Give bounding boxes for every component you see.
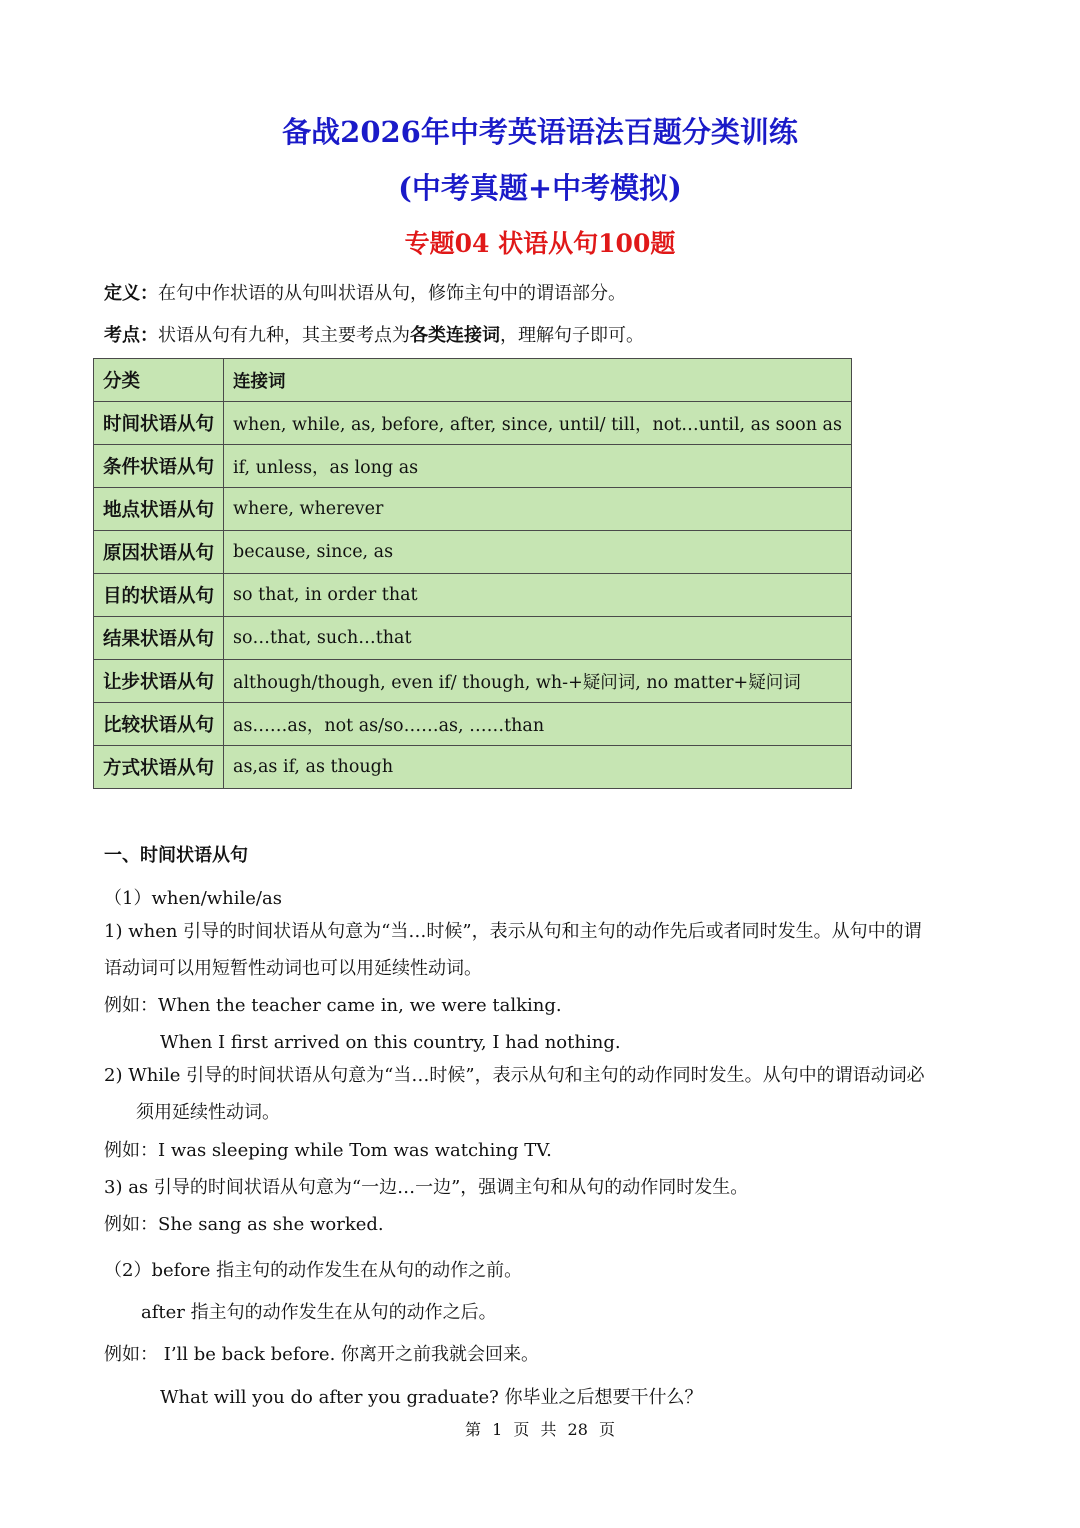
table-cell-connectors: where, wherever <box>224 488 852 531</box>
keypoint-label: 考点： <box>104 325 158 346</box>
table-cell-category: 条件状语从句 <box>94 445 224 488</box>
table-cell-category: 地点状语从句 <box>94 488 224 531</box>
definition-label: 定义： <box>104 283 158 304</box>
table-row <box>94 445 852 488</box>
table-header-connectors: 连接词 <box>224 359 852 402</box>
table-row <box>94 531 852 574</box>
table-header-category: 分类 <box>94 359 224 402</box>
keypoint-emphasis: 各类连接词 <box>410 325 500 346</box>
example-label: 例如： <box>104 1344 158 1365</box>
topic-subtitle: 专题04 状语从句100题 <box>404 229 676 258</box>
document-title: 备战2026年中考英语语法百题分类训练 <box>282 115 798 149</box>
table-cell-category: 原因状语从句 <box>94 531 224 574</box>
table-cell-connectors: although/though, even if/ though, wh-+疑问词, no matter+疑问词 <box>224 660 852 703</box>
example-label: 例如： <box>104 1140 158 1161</box>
example-as <box>104 1212 384 1238</box>
table-row <box>94 402 852 445</box>
table-row <box>94 660 852 703</box>
example-when-b: When I first arrived on this country, I had nothing. <box>160 1032 621 1053</box>
keypoint-text-before: 状语从句有九种，其主要考点为 <box>158 325 410 346</box>
table-row <box>94 746 852 789</box>
subsection-after: after 指主句的动作发生在从句的动作之后。 <box>141 1302 497 1323</box>
definition-line <box>104 281 626 307</box>
table-cell-category: 让步状语从句 <box>94 660 224 703</box>
table-cell-category: 结果状语从句 <box>94 617 224 660</box>
example-before <box>104 1342 539 1368</box>
subsection-before: （2）before 指主句的动作发生在从句的动作之前。 <box>104 1260 523 1281</box>
example-sentence: When the teacher came in, we were talking. <box>158 995 562 1016</box>
document-title-subline: (中考真题+中考模拟) <box>398 171 682 205</box>
table-row <box>94 574 852 617</box>
connector-table <box>93 358 852 789</box>
keypoint-line <box>104 323 644 349</box>
example-when-a <box>104 993 562 1019</box>
example-sentence: I’ll be back before. 你离开之前我就会回来。 <box>158 1344 540 1365</box>
example-after: What will you do after you graduate? 你毕业之后想要干什么？ <box>160 1387 703 1408</box>
section-heading: 一、时间状语从句 <box>104 845 248 866</box>
table-cell-connectors: so…that, such…that <box>224 617 852 660</box>
table-row <box>94 488 852 531</box>
subsection-when-while-as: （1）when/while/as <box>104 888 282 909</box>
table-cell-connectors: because, since, as <box>224 531 852 574</box>
paragraph-as: 3) as 引导的时间状语从句意为“一边…一边”，强调主句和从句的动作同时发生。 <box>104 1177 749 1198</box>
table-cell-connectors: when, while, as, before, after, since, until/ till，not…until, as soon as <box>224 402 852 445</box>
paragraph-when-line1: 1) when 引导的时间状语从句意为“当…时候”，表示从句和主句的动作先后或者同时发生。从句中的谓 <box>104 921 922 942</box>
table-cell-category: 时间状语从句 <box>94 402 224 445</box>
keypoint-text-after: ，理解句子即可。 <box>500 325 644 346</box>
table-row <box>94 703 852 746</box>
paragraph-while-line1: 2) While 引导的时间状语从句意为“当…时候”，表示从句和主句的动作同时发生。从句中的谓语动词必 <box>104 1065 925 1086</box>
table-cell-connectors: if, unless，as long as <box>224 445 852 488</box>
table-cell-category: 比较状语从句 <box>94 703 224 746</box>
table-header-row <box>94 359 852 402</box>
paragraph-while-line2: 须用延续性动词。 <box>136 1102 280 1123</box>
table-cell-category: 方式状语从句 <box>94 746 224 789</box>
table-row <box>94 617 852 660</box>
example-while <box>104 1138 552 1164</box>
table-cell-category: 目的状语从句 <box>94 574 224 617</box>
definition-text: 在句中作状语的从句叫状语从句，修饰主句中的谓语部分。 <box>158 283 626 304</box>
table-cell-connectors: as……as，not as/so……as, ……than <box>224 703 852 746</box>
page-number: 第 1 页 共 28 页 <box>465 1420 615 1439</box>
example-label: 例如： <box>104 1214 158 1235</box>
table-cell-connectors: as,as if, as though <box>224 746 852 789</box>
table-cell-connectors: so that, in order that <box>224 574 852 617</box>
example-sentence: She sang as she worked. <box>158 1214 384 1235</box>
paragraph-when-line2: 语动词可以用短暂性动词也可以用延续性动词。 <box>104 958 482 979</box>
example-label: 例如： <box>104 995 158 1016</box>
example-sentence: I was sleeping while Tom was watching TV. <box>158 1140 552 1161</box>
